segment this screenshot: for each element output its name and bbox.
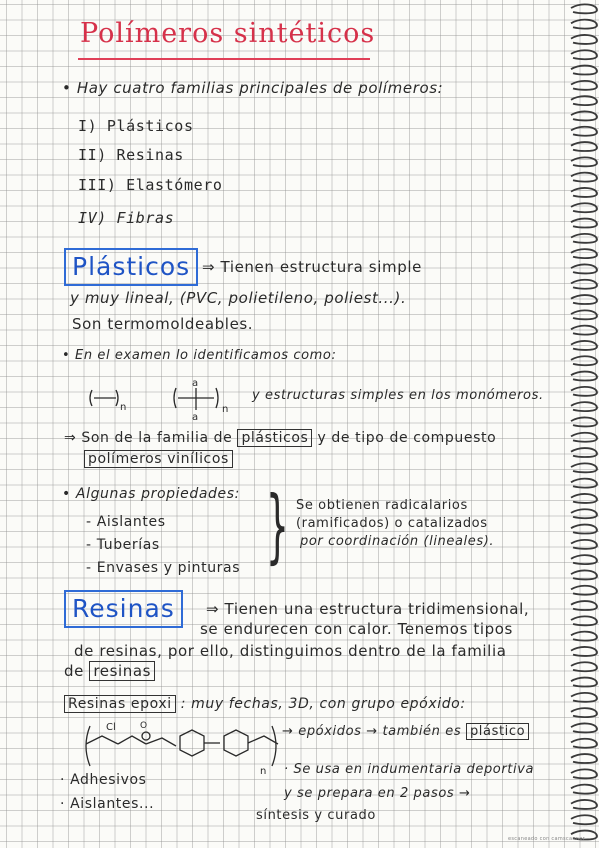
plasticos-line: Son termomoldeables. <box>72 315 254 333</box>
spiral-ring <box>571 81 597 90</box>
vinilicos-line <box>84 451 233 467</box>
spiral-ring <box>571 219 597 228</box>
note-line: (ramificados) o catalizados <box>296 516 488 531</box>
svg-text:a: a <box>192 412 199 423</box>
spiral-ring <box>571 570 597 579</box>
plasticos-box: plásticos <box>237 429 312 447</box>
spiral-ring <box>571 249 597 258</box>
spiral-ring <box>571 234 597 243</box>
spiral-ring <box>571 142 597 151</box>
spiral-ring <box>571 555 597 564</box>
svg-text:a: a <box>192 378 199 389</box>
spiral-ring <box>571 127 597 136</box>
note-line: Se obtienen radicalarios <box>296 498 468 513</box>
monomer-structures-drawing <box>86 374 256 424</box>
family-item: I) Plásticos <box>78 117 194 135</box>
spiral-ring <box>571 264 597 273</box>
structures-text: y estructuras simples en los monómeros. <box>252 388 544 403</box>
spiral-ring <box>571 188 597 197</box>
spiral-ring <box>571 417 597 426</box>
spiral-ring <box>571 525 597 534</box>
plasticos-line: ⇒ Tienen estructura simple <box>202 258 422 276</box>
family-item: III) Elastómero <box>78 176 223 194</box>
epoxi-line <box>64 696 466 712</box>
resinas-heading: Resinas <box>64 590 183 628</box>
spiral-ring <box>571 509 597 518</box>
property-item: - Aislantes <box>86 514 166 530</box>
spiral-ring <box>571 616 597 625</box>
family-item: II) Resinas <box>78 146 184 164</box>
spiral-ring <box>571 647 597 656</box>
exam-text: • En el examen lo identificamos como: <box>62 348 337 363</box>
epoxy-structure-drawing <box>80 716 290 776</box>
props-title: • Algunas propiedades: <box>62 486 240 502</box>
spiral-ring <box>571 601 597 610</box>
spiral-ring <box>571 173 597 182</box>
spiral-ring <box>571 295 597 304</box>
spiral-ring <box>571 111 597 120</box>
intro-text: • Hay cuatro familias principales de polímeros: <box>62 79 444 97</box>
spiral-ring <box>571 494 597 503</box>
uso-line: síntesis y curado <box>256 808 376 823</box>
spiral-ring <box>571 463 597 472</box>
spiral-ring <box>571 372 597 381</box>
title-underline <box>78 58 370 60</box>
spiral-ring <box>571 280 597 289</box>
resinas-line: se endurecen con calor. Tenemos tipos <box>200 620 513 638</box>
spiral-ring <box>571 769 597 778</box>
uso-item: · Aislantes... <box>60 796 155 812</box>
uso-line: y se prepara en 2 pasos → <box>284 786 471 801</box>
svg-text:n: n <box>222 404 229 415</box>
spiral-ring <box>571 479 597 488</box>
resinas-box: resinas <box>89 661 155 681</box>
svg-text:Cl: Cl <box>106 722 116 733</box>
family-item: IV) Fibras <box>78 209 175 227</box>
epoxidos-line <box>282 724 529 739</box>
spiral-ring <box>571 20 597 29</box>
spiral-ring <box>571 739 597 748</box>
property-item: - Tuberías <box>86 537 160 553</box>
epoxi-box: Resinas epoxi <box>64 695 176 713</box>
spiral-ring <box>571 448 597 457</box>
spiral-ring <box>571 387 597 396</box>
spiral-ring <box>571 96 597 105</box>
curly-brace: } <box>265 479 289 572</box>
spiral-ring <box>571 50 597 59</box>
spiral-ring <box>571 693 597 702</box>
resinas-familia-line <box>64 662 155 680</box>
spiral-ring <box>571 815 597 824</box>
spiral-ring <box>571 66 597 75</box>
spiral-ring <box>571 678 597 687</box>
spiral-ring <box>571 326 597 335</box>
spiral-ring <box>571 310 597 319</box>
spiral-ring <box>571 157 597 166</box>
property-item: - Envases y pinturas <box>86 560 241 576</box>
spiral-ring <box>571 540 597 549</box>
page-title: Polímeros sintéticos <box>80 18 376 49</box>
spiral-ring <box>571 203 597 212</box>
plasticos-line: y muy lineal, (PVC, polietileno, poliest...). <box>70 289 407 307</box>
familia-post: y de tipo de compuesto <box>317 430 497 446</box>
resinas-de: de <box>64 662 84 680</box>
spiral-ring <box>571 632 597 641</box>
spiral-ring <box>571 341 597 350</box>
spiral-binding <box>563 0 599 848</box>
plasticos-heading: Plásticos <box>64 248 198 286</box>
plastico-box: plástico <box>466 723 529 740</box>
spiral-ring <box>571 356 597 365</box>
spiral-ring <box>571 785 597 794</box>
familia-pre: ⇒ Son de la familia de <box>64 430 233 446</box>
epoxidos-text: → epóxidos → también es <box>282 724 462 739</box>
spiral-ring <box>571 662 597 671</box>
svg-text:n: n <box>260 766 267 777</box>
spiral-ring <box>571 4 597 13</box>
spiral-ring <box>571 708 597 717</box>
vinilicos-box: polímeros vinílicos <box>84 450 233 468</box>
resinas-line: de resinas, por ello, distinguimos dentro de la familia <box>74 642 507 660</box>
resinas-line: ⇒ Tienen una estructura tridimensional, <box>206 600 530 618</box>
spiral-ring <box>571 402 597 411</box>
spiral-ring <box>571 754 597 763</box>
spiral-ring <box>571 433 597 442</box>
scanner-watermark: escaneado con camscanner <box>508 836 585 842</box>
spiral-ring <box>571 723 597 732</box>
svg-text:n: n <box>120 402 127 413</box>
uso-line: · Se usa en indumentaria deportiva <box>284 762 535 777</box>
svg-text:O: O <box>140 721 148 731</box>
spiral-ring <box>571 800 597 809</box>
epoxi-text: : muy fechas, 3D, con grupo epóxido: <box>180 696 466 712</box>
familia-line <box>64 430 496 446</box>
spiral-ring <box>571 35 597 44</box>
uso-item: · Adhesivos <box>60 772 147 788</box>
note-line: por coordinación (lineales). <box>300 534 495 549</box>
spiral-ring <box>571 586 597 595</box>
